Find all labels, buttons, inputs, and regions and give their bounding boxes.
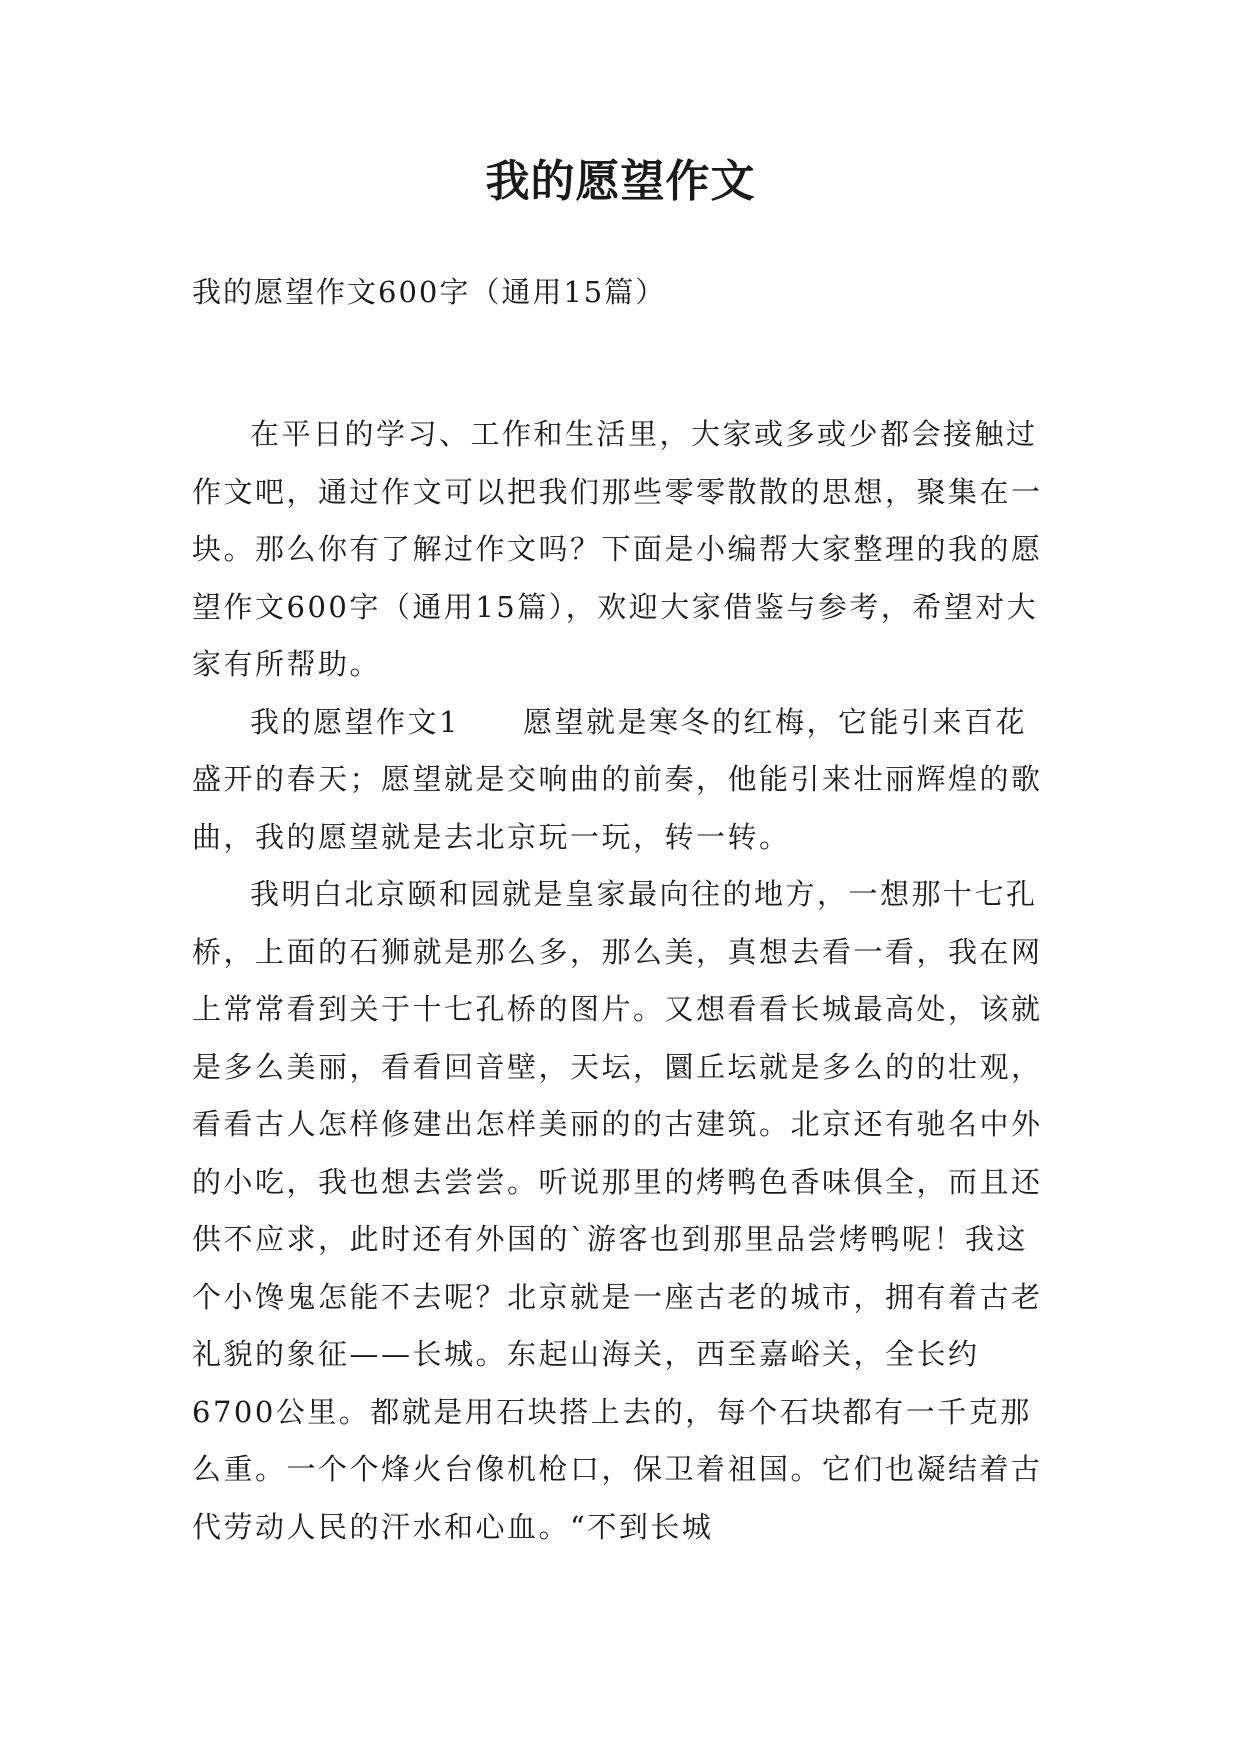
paragraph-intro: 在平日的学习、工作和生活里，大家或多或少都会接触过作文吧，通过作文可以把我们那些零零散散的思想，聚集在一块。那么你有了解过作文吗？下面是小编帮大家整理的我的愿望作文600字（通用15篇），欢迎大家借鉴与参考，希望对大家有所帮助。 xyxy=(192,417,1043,681)
paragraph-essay-1-body: 我明白北京颐和园就是皇家最向往的地方，一想那十七孔桥，上面的石狮就是那么多，那么美，真想去看一看，我在网上常常看到关于十七孔桥的图片。又想看看长城最高处，该就是多么美丽，看看回音壁，天坛，圜丘坛就是多么的的壮观，看看古人怎样修建出怎样美丽的的古建筑。北京还有驰名中外的小吃，我也想去尝尝。听说那里的烤鸭色香味俱全，而且还供不应求，此时还有外国的`游客也到那里品尝烤鸭呢！我这个小馋鬼怎能不去呢？北京就是一座古老的城市，拥有着古老礼貌的象征——长城。东起山海关，西至嘉峪关，全长约6700公里。都就是用石块搭上去的，每个石块都有一千克那么重。一个个烽火台像机枪口，保卫着祖国。它们也凝结着古代劳动人民的汗水和心血。“不到长城 xyxy=(192,877,1043,1544)
document-body xyxy=(192,406,1052,1556)
document-subtitle: 我的愿望作文600字（通用15篇） xyxy=(192,275,667,309)
paragraph-essay-1-opening: 我的愿望作文1 愿望就是寒冬的红梅，它能引来百花盛开的春天；愿望就是交响曲的前奏，他能引来壮丽辉煌的歌曲，我的愿望就是去北京玩一玩，转一转。 xyxy=(192,704,1043,854)
document-title: 我的愿望作文 xyxy=(485,156,756,207)
